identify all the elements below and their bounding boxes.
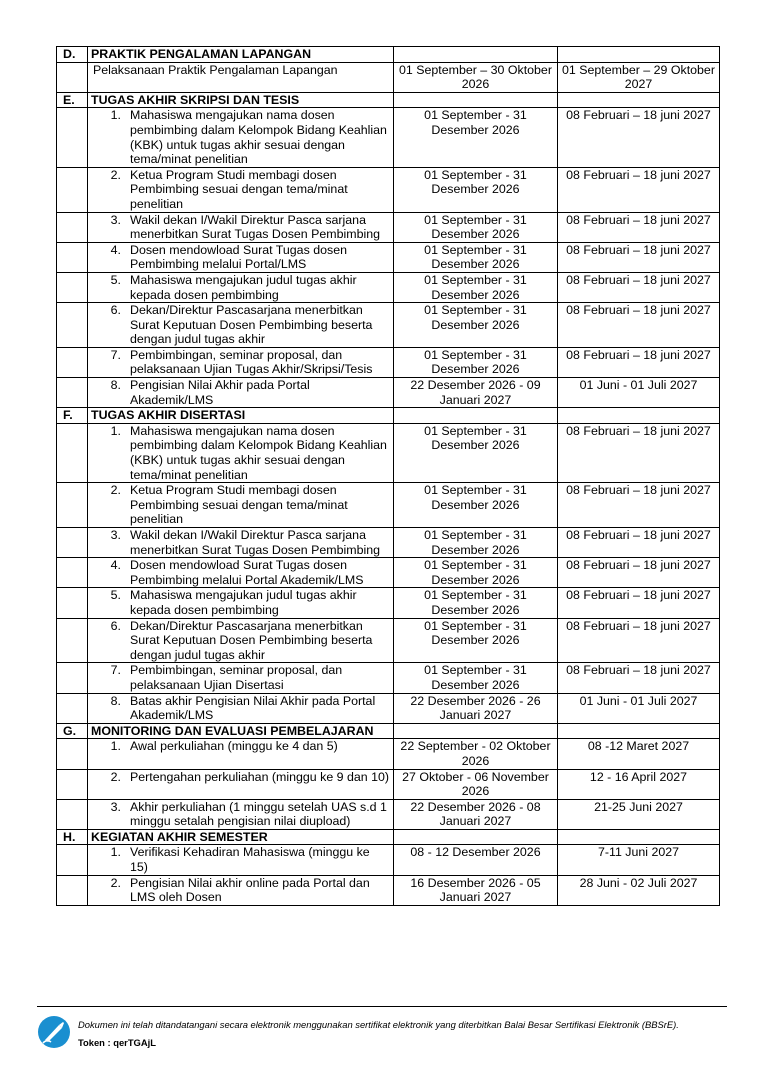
- odd-semester-date: 22 September - 02 Oktober 2026: [394, 739, 558, 769]
- list-item: [91, 108, 390, 166]
- item-number: 3.: [110, 799, 121, 814]
- activity-text: Batas akhir Pengisian Nilai Akhir pada Portal Akademik/LMS: [130, 693, 376, 723]
- activity-cell: [88, 272, 394, 302]
- even-semester-date: 08 Februari – 18 juni 2027: [558, 558, 720, 588]
- list-item: [91, 876, 390, 905]
- table-row: [57, 693, 720, 723]
- section-header-row: [57, 47, 720, 63]
- odd-semester-date: 01 September - 31 Desember 2026: [394, 212, 558, 242]
- section-empty-cell: [394, 408, 558, 424]
- odd-semester-date: 22 Desember 2026 - 09 Januari 2027: [394, 378, 558, 408]
- item-number: 2.: [110, 167, 121, 182]
- list-item: [91, 424, 390, 482]
- item-number: 5.: [110, 272, 121, 287]
- odd-semester-date: 01 September - 31 Desember 2026: [394, 272, 558, 302]
- activity-text: Akhir perkuliahan (1 minggu setelah UAS s.d 1 minggu setalah pengisian nilai diupload): [130, 799, 387, 829]
- even-semester-date: 08 Februari – 18 juni 2027: [558, 347, 720, 377]
- item-number: 7.: [110, 663, 121, 678]
- section-empty-cell: [558, 47, 720, 63]
- activity-cell: [88, 528, 394, 558]
- even-semester-date: 08 Februari – 18 juni 2027: [558, 212, 720, 242]
- section-header-row: [57, 408, 720, 424]
- activity-cell: [88, 769, 394, 799]
- even-semester-date: 28 Juni - 02 Juli 2027: [558, 875, 720, 905]
- table-row: [57, 62, 720, 92]
- activity-text: Dekan/Direktur Pascasarjana menerbitkan Surat Keputuan Dosen Pembimbing beserta dengan judul tugas akhir: [130, 618, 373, 662]
- activity-text: Mahasiswa mengajukan nama dosen pembimbing dalam Kelompok Bidang Keahlian (KBK) untuk tugas akhir sesuai dengan tema/minat penelitian: [130, 108, 387, 167]
- item-number: 2.: [110, 875, 121, 890]
- item-number: 8.: [110, 693, 121, 708]
- row-empty-cell: [57, 303, 88, 348]
- odd-semester-date: 01 September – 30 Oktober 2026: [394, 62, 558, 92]
- odd-semester-date: 16 Desember 2026 - 05 Januari 2027: [394, 875, 558, 905]
- list-item: [91, 168, 390, 212]
- even-semester-date: 08 Februari – 18 juni 2027: [558, 167, 720, 212]
- item-number: 2.: [110, 483, 121, 498]
- odd-semester-date: 01 September - 31 Desember 2026: [394, 588, 558, 618]
- activity-cell: [88, 558, 394, 588]
- row-empty-cell: [57, 378, 88, 408]
- section-letter: F.: [57, 408, 88, 424]
- even-semester-date: 21-25 Juni 2027: [558, 799, 720, 829]
- activity-cell: [88, 693, 394, 723]
- table-row: [57, 769, 720, 799]
- activity-cell: [88, 378, 394, 408]
- section-letter: G.: [57, 723, 88, 739]
- odd-semester-date: 01 September - 31 Desember 2026: [394, 303, 558, 348]
- table-row: [57, 528, 720, 558]
- even-semester-date: 08 Februari – 18 juni 2027: [558, 588, 720, 618]
- item-number: 5.: [110, 588, 121, 603]
- activity-cell: [88, 167, 394, 212]
- table-row: [57, 739, 720, 769]
- even-semester-date: 12 - 16 April 2027: [558, 769, 720, 799]
- activity-cell: [88, 875, 394, 905]
- row-empty-cell: [57, 663, 88, 693]
- list-item: [91, 739, 390, 754]
- section-title: TUGAS AKHIR DISERTASI: [88, 408, 394, 424]
- activity-cell: [88, 62, 394, 92]
- even-semester-date: 08 Februari – 18 juni 2027: [558, 108, 720, 167]
- activity-text: Awal perkuliahan (minggu ke 4 dan 5): [130, 739, 338, 754]
- odd-semester-date: 08 - 12 Desember 2026: [394, 845, 558, 875]
- row-empty-cell: [57, 242, 88, 272]
- activity-cell: [88, 347, 394, 377]
- item-number: 1.: [110, 423, 121, 438]
- odd-semester-date: 01 September - 31 Desember 2026: [394, 558, 558, 588]
- item-number: 4.: [110, 558, 121, 573]
- activity-text: Pertengahan perkuliahan (minggu ke 9 dan 10): [130, 769, 390, 784]
- activity-cell: [88, 242, 394, 272]
- section-empty-cell: [394, 47, 558, 63]
- activity-text: Wakil dekan I/Wakil Direktur Pasca sarjana menerbitkan Surat Tugas Dosen Pembimbing: [130, 528, 381, 557]
- table-row: [57, 483, 720, 528]
- odd-semester-date: 01 September - 31 Desember 2026: [394, 347, 558, 377]
- activity-cell: [88, 483, 394, 528]
- section-empty-cell: [394, 829, 558, 845]
- list-item: [91, 558, 390, 587]
- item-number: 3.: [110, 528, 121, 542]
- activity-text: Pengisian Nilai Akhir pada Portal Akademik/LMS: [130, 378, 310, 407]
- list-item: [91, 273, 390, 302]
- row-empty-cell: [57, 769, 88, 799]
- list-item: [91, 800, 390, 829]
- table-row: [57, 108, 720, 167]
- activity-text: Verifikasi Kehadiran Mahasiswa (minggu ke 15): [130, 845, 370, 875]
- section-title: KEGIATAN AKHIR SEMESTER: [88, 829, 394, 845]
- section-empty-cell: [394, 92, 558, 108]
- odd-semester-date: 22 Desember 2026 - 26 Januari 2027: [394, 693, 558, 723]
- odd-semester-date: 01 September - 31 Desember 2026: [394, 483, 558, 528]
- row-empty-cell: [57, 618, 88, 663]
- table-row: [57, 799, 720, 829]
- item-number: 2.: [110, 769, 121, 784]
- row-empty-cell: [57, 483, 88, 528]
- odd-semester-date: 01 September - 31 Desember 2026: [394, 528, 558, 558]
- table-row: [57, 845, 720, 875]
- list-item: [91, 619, 390, 663]
- activity-cell: [88, 423, 394, 482]
- activity-cell: [88, 212, 394, 242]
- row-empty-cell: [57, 212, 88, 242]
- row-empty-cell: [57, 588, 88, 618]
- section-letter: D.: [57, 47, 88, 63]
- activity-text: Mahasiswa mengajukan nama dosen pembimbing dalam Kelompok Bidang Keahlian (KBK) untuk tugas akhir sesuai dengan tema/minat penelitian: [130, 423, 387, 482]
- row-empty-cell: [57, 423, 88, 482]
- even-semester-date: 08 Februari – 18 juni 2027: [558, 423, 720, 482]
- table-row: [57, 663, 720, 693]
- activity-text: Pelaksanaan Praktik Pengalaman Lapangan: [93, 62, 338, 77]
- table-row: [57, 347, 720, 377]
- even-semester-date: 08 Februari – 18 juni 2027: [558, 663, 720, 693]
- table-row: [57, 423, 720, 482]
- row-empty-cell: [57, 845, 88, 875]
- odd-semester-date: 01 September - 31 Desember 2026: [394, 108, 558, 167]
- odd-semester-date: 01 September - 31 Desember 2026: [394, 663, 558, 693]
- activity-text: Dosen mendowload Surat Tugas dosen Pembimbing melalui Portal/LMS: [130, 242, 347, 272]
- row-empty-cell: [57, 347, 88, 377]
- academic-calendar-table: [56, 46, 720, 906]
- odd-semester-date: 01 September - 31 Desember 2026: [394, 167, 558, 212]
- odd-semester-date: 22 Desember 2026 - 08 Januari 2027: [394, 799, 558, 829]
- list-item: [91, 694, 390, 723]
- table-row: [57, 242, 720, 272]
- activity-text: Ketua Program Studi membagi dosen Pembimbing sesuai dengan tema/minat penelitian: [130, 483, 348, 527]
- row-empty-cell: [57, 739, 88, 769]
- even-semester-date: 01 Juni - 01 Juli 2027: [558, 693, 720, 723]
- list-item: [91, 663, 390, 692]
- list-item: [91, 378, 390, 407]
- section-empty-cell: [558, 829, 720, 845]
- table-row: [57, 875, 720, 905]
- odd-semester-date: 01 September - 31 Desember 2026: [394, 618, 558, 663]
- footer-divider: [37, 1006, 727, 1007]
- list-item: [91, 348, 390, 377]
- activity-text: Pembimbingan, seminar proposal, dan pelaksanaan Ujian Tugas Akhir/Skripsi/Tesis: [130, 347, 373, 377]
- activity-text: Wakil dekan I/Wakil Direktur Pasca sarjana menerbitkan Surat Tugas Dosen Pembimbing: [130, 212, 381, 242]
- activity-cell: [88, 108, 394, 167]
- section-empty-cell: [558, 92, 720, 108]
- activity-text: Mahasiswa mengajukan judul tugas akhir kepada dosen pembimbing: [130, 588, 357, 617]
- footer-signature-text: Dokumen ini telah ditandatangani secara elektronik menggunakan sertifikat elektronik yang diterbitkan Balai Besar Sertifikasi Elektronik (BBSrE).: [78, 1019, 679, 1030]
- row-empty-cell: [57, 272, 88, 302]
- list-item: [91, 845, 390, 874]
- even-semester-date: 7-11 Juni 2027: [558, 845, 720, 875]
- even-semester-date: 08 Februari – 18 juni 2027: [558, 303, 720, 348]
- row-empty-cell: [57, 108, 88, 167]
- section-title: MONITORING DAN EVALUASI PEMBELAJARAN: [88, 723, 394, 739]
- table-row: [57, 558, 720, 588]
- table-row: [57, 212, 720, 242]
- bsre-logo-icon: [37, 1015, 71, 1049]
- table-row: [57, 272, 720, 302]
- even-semester-date: 08 Februari – 18 juni 2027: [558, 272, 720, 302]
- list-item: [91, 243, 390, 272]
- list-item: [91, 213, 390, 242]
- even-semester-date: 08 -12 Maret 2027: [558, 739, 720, 769]
- activity-cell: [88, 303, 394, 348]
- even-semester-date: 01 September – 29 Oktober 2027: [558, 62, 720, 92]
- even-semester-date: 08 Februari – 18 juni 2027: [558, 618, 720, 663]
- footer-token: Token : qerTGAjL: [78, 1037, 156, 1048]
- odd-semester-date: 01 September - 31 Desember 2026: [394, 423, 558, 482]
- section-empty-cell: [558, 723, 720, 739]
- list-item: [91, 303, 390, 347]
- activity-cell: [88, 663, 394, 693]
- table-row: [57, 167, 720, 212]
- row-empty-cell: [57, 167, 88, 212]
- section-empty-cell: [394, 723, 558, 739]
- activity-cell: [88, 618, 394, 663]
- section-header-row: [57, 92, 720, 108]
- item-number: 4.: [110, 242, 121, 257]
- activity-text: Dosen mendowload Surat Tugas dosen Pembimbing melalui Portal Akademik/LMS: [130, 558, 364, 587]
- section-title: PRAKTIK PENGALAMAN LAPANGAN: [88, 47, 394, 63]
- item-number: 3.: [110, 212, 121, 227]
- item-number: 1.: [110, 108, 121, 123]
- row-empty-cell: [57, 528, 88, 558]
- row-empty-cell: [57, 62, 88, 92]
- odd-semester-date: 27 Oktober - 06 November 2026: [394, 769, 558, 799]
- even-semester-date: 08 Februari – 18 juni 2027: [558, 242, 720, 272]
- table-row: [57, 378, 720, 408]
- section-title: TUGAS AKHIR SKRIPSI DAN TESIS: [88, 92, 394, 108]
- activity-cell: [88, 845, 394, 875]
- section-empty-cell: [558, 408, 720, 424]
- item-number: 1.: [110, 845, 121, 860]
- table-row: [57, 303, 720, 348]
- activity-text: Ketua Program Studi membagi dosen Pembimbing sesuai dengan tema/minat penelitian: [130, 167, 348, 211]
- row-empty-cell: [57, 875, 88, 905]
- item-number: 1.: [110, 739, 121, 754]
- row-empty-cell: [57, 558, 88, 588]
- list-item: [91, 588, 390, 617]
- row-empty-cell: [57, 693, 88, 723]
- section-letter: H.: [57, 829, 88, 845]
- item-number: 7.: [110, 347, 121, 362]
- odd-semester-date: 01 September - 31 Desember 2026: [394, 242, 558, 272]
- table-row: [57, 588, 720, 618]
- activity-text: Pembimbingan, seminar proposal, dan pelaksanaan Ujian Disertasi: [130, 663, 343, 692]
- even-semester-date: 01 Juni - 01 Juli 2027: [558, 378, 720, 408]
- list-item: [91, 528, 390, 557]
- activity-text: Dekan/Direktur Pascasarjana menerbitkan Surat Keputuan Dosen Pembimbing beserta dengan judul tugas akhir: [130, 303, 373, 347]
- even-semester-date: 08 Februari – 18 juni 2027: [558, 528, 720, 558]
- item-number: 6.: [110, 618, 121, 633]
- list-item: [91, 770, 390, 785]
- even-semester-date: 08 Februari – 18 juni 2027: [558, 483, 720, 528]
- activity-text: Pengisian Nilai akhir online pada Portal dan LMS oleh Dosen: [130, 875, 370, 905]
- item-number: 6.: [110, 303, 121, 318]
- item-number: 8.: [110, 378, 121, 393]
- table-row: [57, 618, 720, 663]
- section-header-row: [57, 723, 720, 739]
- activity-cell: [88, 799, 394, 829]
- list-item: [91, 483, 390, 527]
- activity-cell: [88, 739, 394, 769]
- section-header-row: [57, 829, 720, 845]
- activity-cell: [88, 588, 394, 618]
- section-letter: E.: [57, 92, 88, 108]
- row-empty-cell: [57, 799, 88, 829]
- activity-text: Mahasiswa mengajukan judul tugas akhir kepada dosen pembimbing: [130, 272, 357, 302]
